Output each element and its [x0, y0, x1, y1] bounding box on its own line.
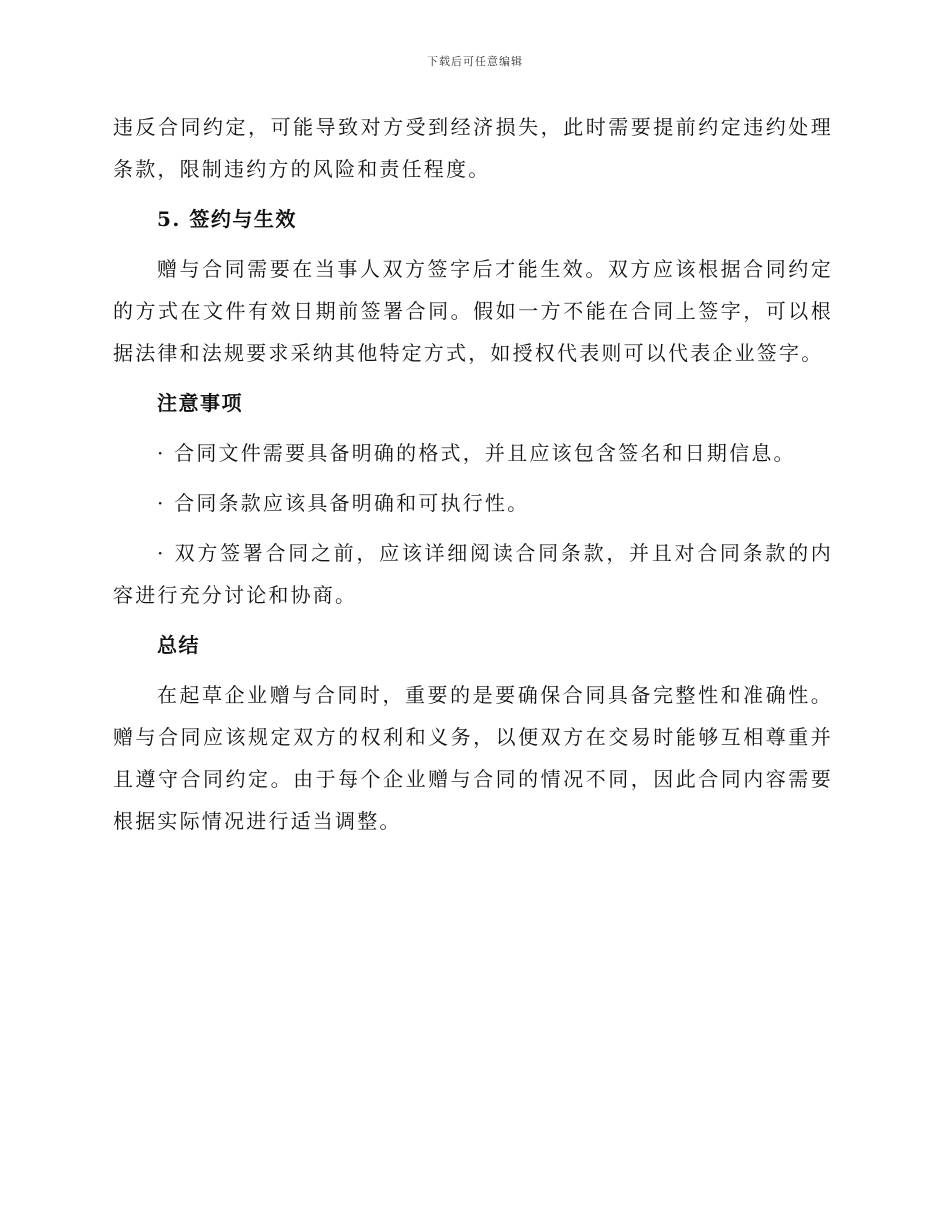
paragraph-signing: 赠与合同需要在当事人双方签字后才能生效。双方应该根据合同约定的方式在文件有效日期前签署合同。假如一方不能在合同上签字，可以根据法律和法规要求采纳其他特定方式，如授权代表则可以代表企业签字。 [113, 257, 833, 365]
list-item: · 合同条款应该具备明确和可执行性。 [157, 491, 530, 515]
paragraph-breach: 违反合同约定，可能导致对方受到经济损失，此时需要提前约定违约处理条款，限制违约方的风险和责任程度。 [113, 115, 833, 181]
document-body [113, 106, 833, 850]
page-header: 下载后可任意编辑 [427, 55, 523, 68]
list-item: · 双方签署合同之前，应该详细阅读合同条款，并且对合同条款的内容进行充分讨论和协商。 [113, 541, 833, 607]
heading-signing: 5. 签约与生效 [157, 207, 297, 231]
heading-summary: 总结 [157, 633, 200, 657]
list-item: · 合同文件需要具备明确的格式，并且应该包含签名和日期信息。 [157, 441, 796, 465]
paragraph-summary: 在起草企业赠与合同时，重要的是要确保合同具备完整性和准确性。赠与合同应该规定双方的权利和义务，以便双方在交易时能够互相尊重并且遵守合同约定。由于每个企业赠与合同的情况不同，因此合同内容需要根据实际情况进行适当调整。 [113, 683, 833, 833]
heading-notes: 注意事项 [157, 391, 243, 415]
